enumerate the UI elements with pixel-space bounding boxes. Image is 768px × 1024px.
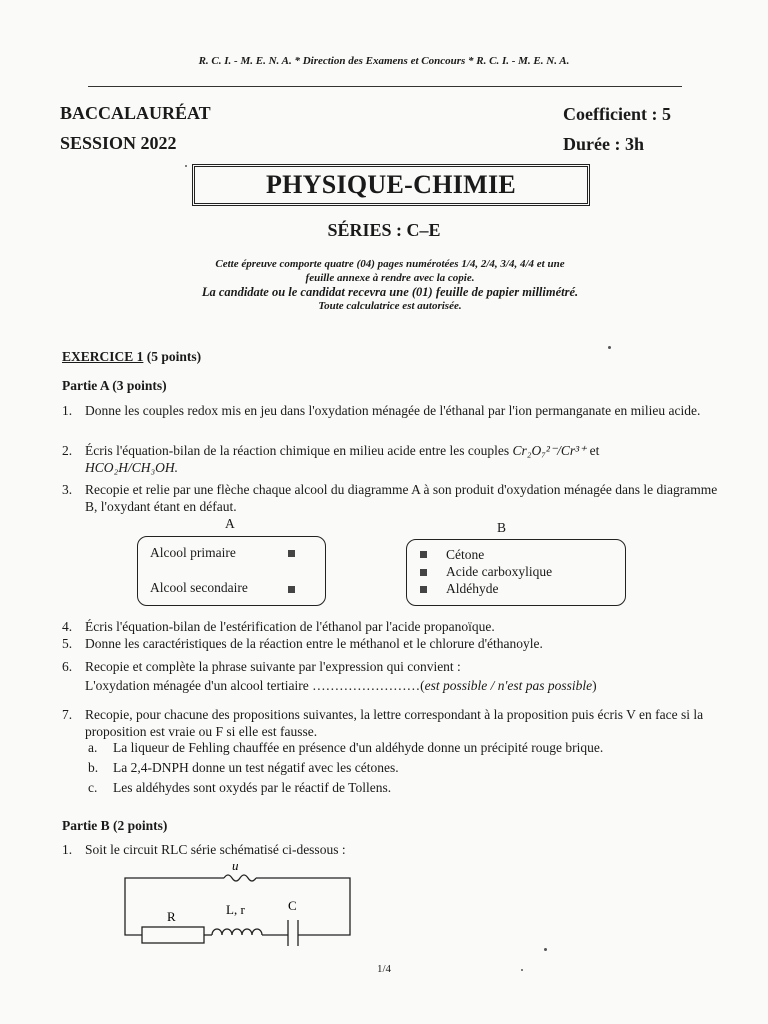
subject-title-box: [192, 164, 590, 206]
rlc-circuit-diagram: [120, 858, 380, 948]
session: SESSION 2022: [60, 133, 177, 153]
question-text: Écris l'équation-bilan de la réaction chimique en milieu acide entre les couples: [85, 443, 510, 458]
redox-couple-2: HCO₂H/CH₃OH.: [85, 459, 179, 475]
fill-in-options: est possible / n'est pas possible: [424, 677, 593, 693]
label-u: u: [232, 858, 239, 873]
product-carboxylic-acid: Acide carboxylique: [446, 564, 553, 579]
question-number: 6.: [62, 659, 73, 674]
question-text: Donne les caractéristiques de la réaction entre le méthanol et le chlorure d'éthanoyle.: [85, 636, 543, 651]
question-number: 5.: [62, 636, 73, 651]
label-resistor: R: [167, 909, 176, 924]
question-a7: [62, 707, 722, 740]
question-text: Recopie et relie par une flèche chaque alcool du diagramme A à son produit d'oxydation ménagée dans le diagramme B, l'oxydant étant en défaut.: [85, 482, 718, 514]
question-text: Donne les couples redox mis en jeu dans l'oxydation ménagée de l'éthanal par l'ion permanganate en milieu acide.: [85, 403, 701, 418]
note-line-4: Toute calculatrice est autorisée.: [318, 300, 462, 312]
question-number: 2.: [62, 443, 73, 458]
question-text: Soit le circuit RLC série schématisé ci-dessous :: [85, 842, 346, 857]
sub-question-text: La liqueur de Fehling chauffée en présence d'un aldéhyde donne un précipité rouge brique.: [113, 740, 604, 755]
speck: [544, 948, 547, 951]
sub-question-text: Les aldéhydes sont oxydés par le réactif de Tollens.: [113, 780, 392, 795]
ac-source-symbol: [224, 875, 256, 881]
subject-title: PHYSIQUE-CHIMIE: [265, 170, 517, 199]
series: SÉRIES : C–E: [327, 220, 441, 240]
question-number: 3.: [62, 482, 73, 497]
diagram-a-label: A: [225, 516, 235, 531]
diagram-b-label: B: [497, 520, 507, 535]
sub-question-text: La 2,4-DNPH donne un test négatif avec les cétones.: [113, 760, 399, 775]
header-rule: [88, 86, 682, 87]
part-b-heading: Partie B (2 points): [62, 818, 168, 833]
label-capacitor: C: [288, 898, 297, 913]
connector-dot: [420, 586, 427, 593]
question-a6: [62, 659, 722, 696]
duration: Durée : 3h: [563, 134, 644, 154]
question-a4: [62, 619, 722, 636]
product-ketone: Cétone: [446, 547, 485, 562]
exam-notes: [110, 257, 670, 313]
exercise-points: (5 points): [143, 349, 202, 364]
question-number: 1.: [62, 842, 73, 857]
note-line-2: feuille annexe à rendre avec la copie.: [305, 272, 475, 284]
question-a7-c: [88, 780, 728, 797]
question-text: Écris l'équation-bilan de l'estérification de l'éthanol par l'acide propanoïque.: [85, 619, 495, 634]
question-number: 7.: [62, 707, 73, 722]
alcohol-secondary: Alcool secondaire: [150, 580, 248, 595]
speck: [185, 165, 187, 167]
header-top-line: R. C. I. - M. E. N. A. * Direction des Examens et Concours * R. C. I. - M. E. N. A.: [198, 55, 570, 67]
connector-dot: [420, 569, 427, 576]
question-a5: [62, 636, 722, 653]
page-number: 1/4: [376, 963, 392, 975]
sub-question-letter: c.: [88, 780, 98, 795]
connector-dot: [288, 586, 295, 593]
sub-question-letter: a.: [88, 740, 98, 755]
exercise-title: EXERCICE 1: [62, 349, 144, 364]
question-a7-b: [88, 760, 728, 777]
question-b1: [62, 842, 722, 859]
note-line-1: Cette épreuve comporte quatre (04) pages numérotées 1/4, 2/4, 3/4, 4/4 et une: [215, 258, 565, 270]
label-inductor: L, r: [226, 902, 245, 917]
connector-dot: [420, 551, 427, 558]
note-line-3: La candidate ou le candidat recevra une (01) feuille de papier millimétré.: [201, 285, 579, 299]
speck: [608, 346, 611, 349]
question-text: Recopie, pour chacune des propositions suivantes, la lettre correspondant à la proposition puis écris V en face si la proposition est vraie ou F si elle est fausse.: [85, 707, 704, 739]
alcohol-primary: Alcool primaire: [150, 545, 236, 560]
resistor-symbol: [142, 927, 204, 943]
question-a1: [62, 403, 722, 420]
question-text: Recopie et complète la phrase suivante par l'expression qui convient :: [85, 659, 461, 674]
part-a-heading: Partie A (3 points): [62, 378, 167, 393]
question-a3: [62, 482, 722, 515]
question-a2: [62, 443, 722, 476]
connector-dot: [288, 550, 295, 557]
wire: [256, 878, 350, 935]
exam-name: BACCALAURÉAT: [60, 103, 211, 123]
question-a7-a: [88, 740, 728, 757]
inductor-symbol: [212, 929, 262, 935]
redox-couple-1: Cr₂O₇²⁻/Cr³⁺: [512, 443, 587, 458]
product-aldehyde: Aldéhyde: [446, 581, 499, 596]
sub-question-letter: b.: [88, 760, 99, 775]
fill-in-sentence: L'oxydation ménagée d'un alcool tertiaire ……………………(: [85, 677, 425, 693]
coefficient: Coefficient : 5: [563, 104, 671, 124]
question-number: 4.: [62, 619, 73, 634]
conjunction: et: [586, 443, 600, 458]
fill-in-end: ): [592, 677, 597, 693]
exercise-heading: [62, 349, 201, 365]
question-number: 1.: [62, 403, 73, 418]
